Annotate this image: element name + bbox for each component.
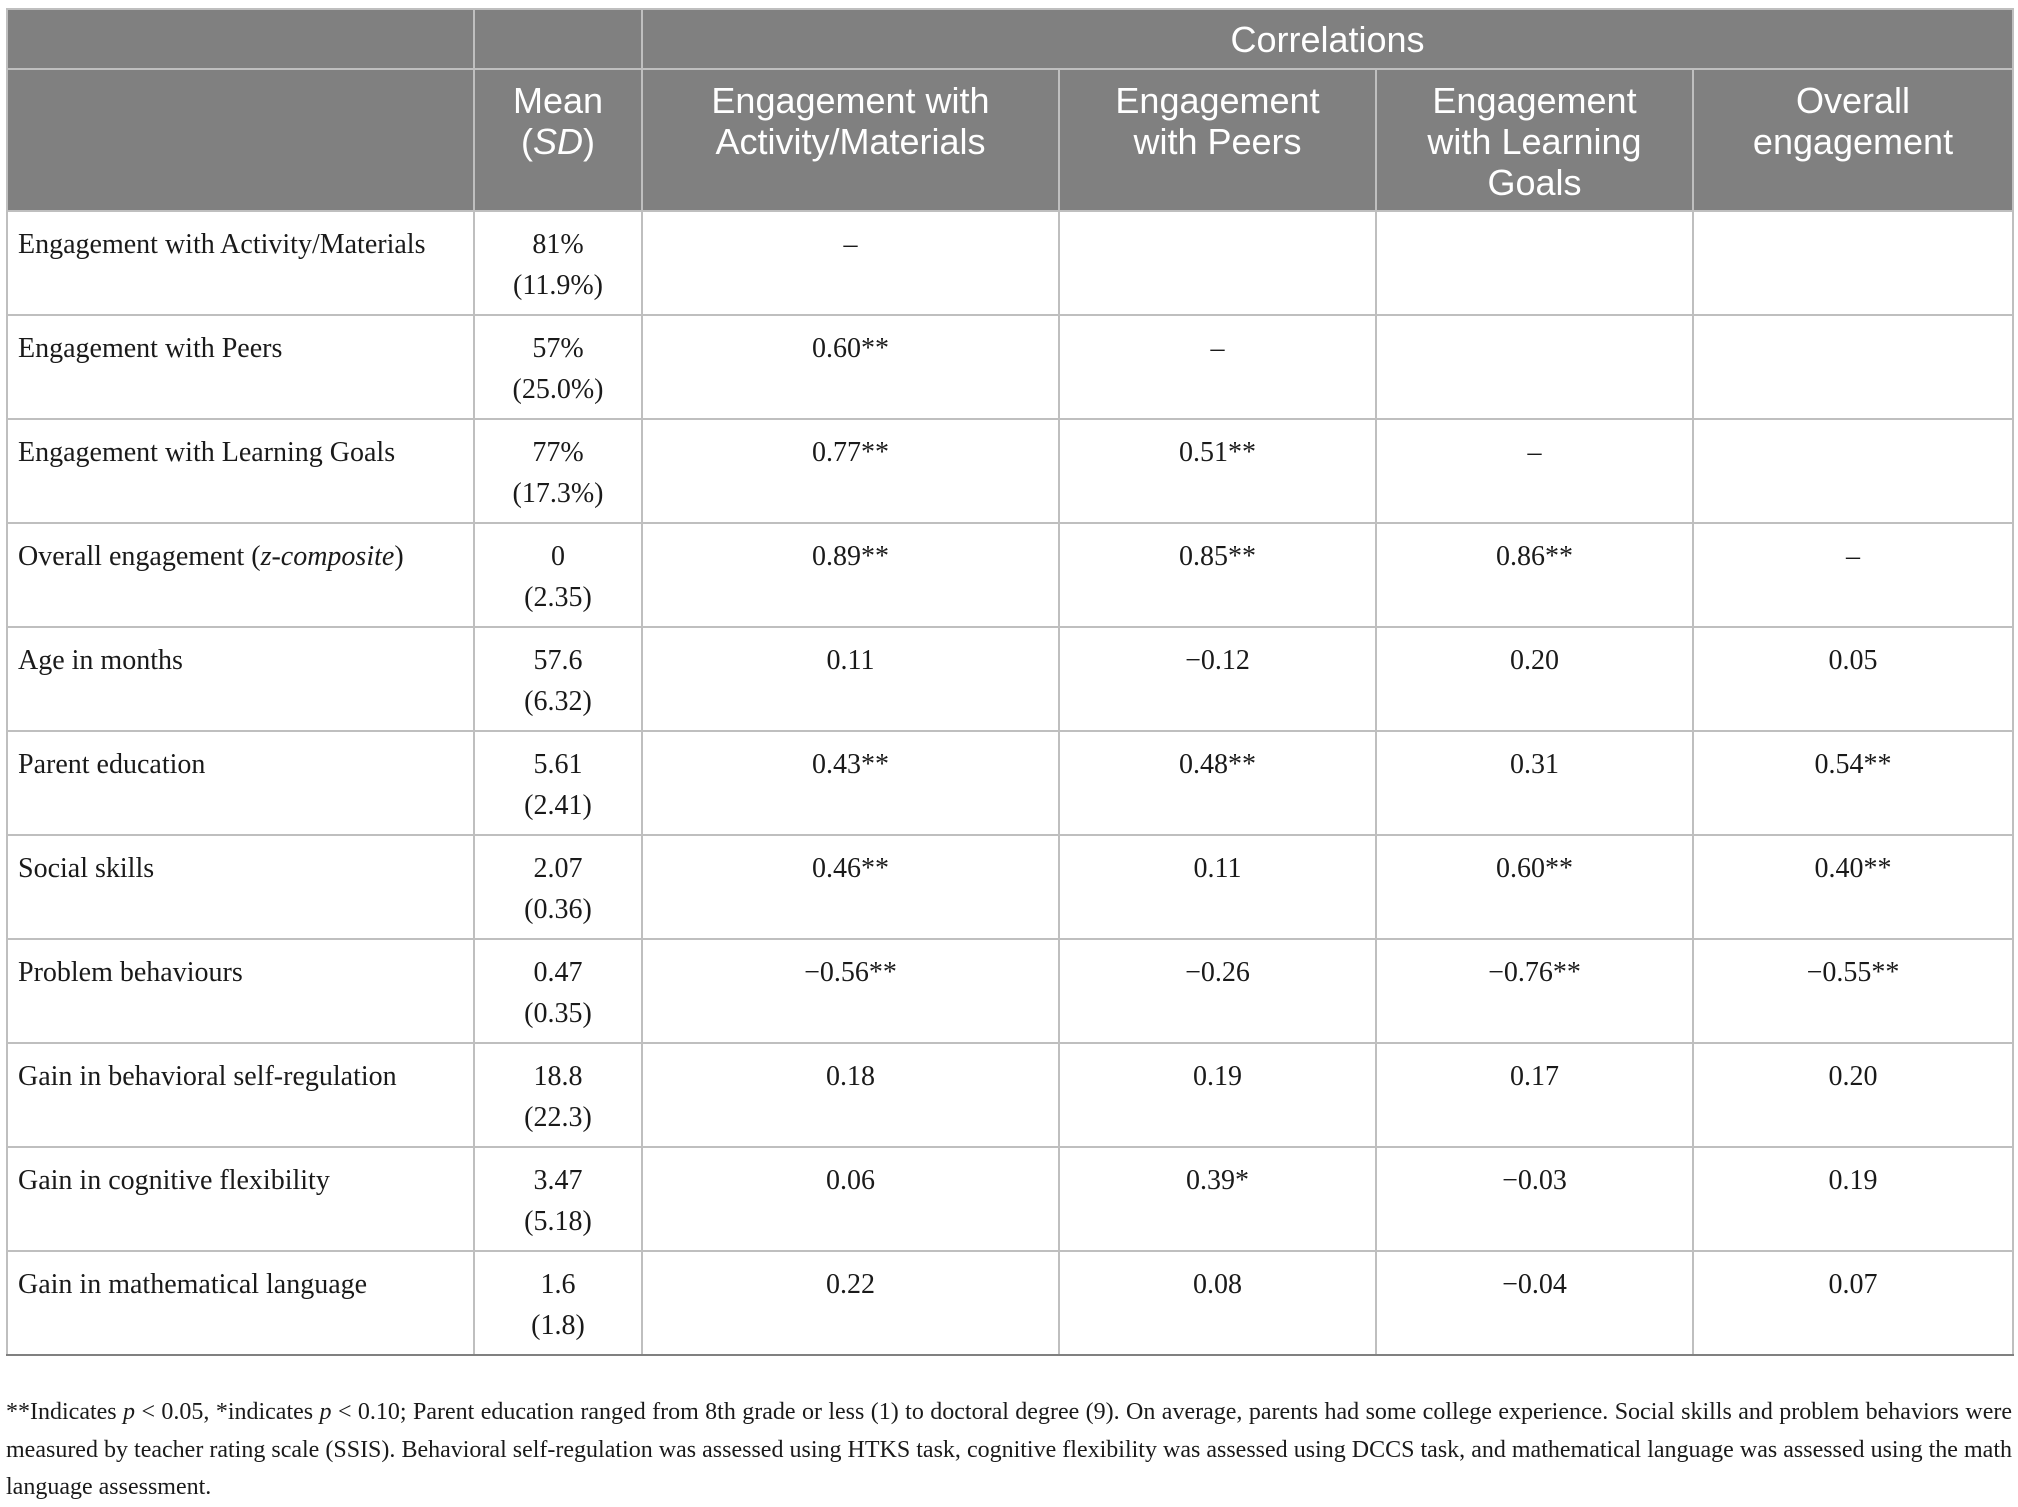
mean-cell: 0.47 (0.35) — [474, 939, 642, 1043]
corr-cell: −0.03 — [1376, 1147, 1693, 1251]
corr-cell: 0.07 — [1693, 1251, 2013, 1355]
corr-cell: 0.43** — [642, 731, 1059, 835]
table-row — [7, 627, 2013, 731]
corr-cell: 0.86** — [1376, 523, 1693, 627]
corr-cell — [1693, 419, 2013, 523]
corr-cell — [1059, 211, 1376, 315]
table-row — [7, 523, 2013, 627]
corr-cell: 0.22 — [642, 1251, 1059, 1355]
table-row — [7, 731, 2013, 835]
corr-cell: −0.12 — [1059, 627, 1376, 731]
row-label: Problem behaviours — [7, 939, 474, 1043]
correlation-table — [6, 8, 2014, 1356]
corr-cell: −0.56** — [642, 939, 1059, 1043]
corr-cell — [1693, 211, 2013, 315]
corr-cell: 0.06 — [642, 1147, 1059, 1251]
corr-cell: – — [1059, 315, 1376, 419]
corr-cell: 0.51** — [1059, 419, 1376, 523]
table-row — [7, 1043, 2013, 1147]
header-empty-cell — [7, 69, 474, 211]
corr-cell: 0.19 — [1693, 1147, 2013, 1251]
corr-cell: 0.46** — [642, 835, 1059, 939]
table-row — [7, 419, 2013, 523]
corr-cell: – — [642, 211, 1059, 315]
mean-cell: 0 (2.35) — [474, 523, 642, 627]
row-label: Overall engagement (z-composite) — [7, 523, 474, 627]
header-column-row — [7, 69, 2013, 211]
mean-cell: 77% (17.3%) — [474, 419, 642, 523]
corr-cell: −0.76** — [1376, 939, 1693, 1043]
mean-cell: 57% (25.0%) — [474, 315, 642, 419]
mean-cell: 81% (11.9%) — [474, 211, 642, 315]
corr-cell — [1376, 315, 1693, 419]
corr-cell: 0.39* — [1059, 1147, 1376, 1251]
table-row — [7, 315, 2013, 419]
corr-cell: – — [1376, 419, 1693, 523]
row-label: Gain in mathematical language — [7, 1251, 474, 1355]
mean-cell: 5.61 (2.41) — [474, 731, 642, 835]
table-row — [7, 1147, 2013, 1251]
corr-cell: 0.18 — [642, 1043, 1059, 1147]
col-header-activity: Engagement with Activity/Materials — [642, 69, 1059, 211]
corr-cell: 0.08 — [1059, 1251, 1376, 1355]
mean-cell: 3.47 (5.18) — [474, 1147, 642, 1251]
table-row — [7, 1251, 2013, 1355]
corr-cell: 0.11 — [642, 627, 1059, 731]
mean-cell: 1.6 (1.8) — [474, 1251, 642, 1355]
corr-cell: −0.26 — [1059, 939, 1376, 1043]
col-header-peers: Engagement with Peers — [1059, 69, 1376, 211]
corr-cell: 0.31 — [1376, 731, 1693, 835]
corr-cell: 0.60** — [1376, 835, 1693, 939]
row-label: Gain in behavioral self-regulation — [7, 1043, 474, 1147]
mean-cell: 2.07 (0.36) — [474, 835, 642, 939]
corr-cell: – — [1693, 523, 2013, 627]
corr-cell: 0.20 — [1693, 1043, 2013, 1147]
table-body — [7, 211, 2013, 1355]
row-label: Engagement with Activity/Materials — [7, 211, 474, 315]
table-row — [7, 939, 2013, 1043]
header-group-row — [7, 9, 2013, 69]
correlations-header: Correlations — [642, 9, 2013, 69]
corr-cell: 0.77** — [642, 419, 1059, 523]
corr-cell: 0.05 — [1693, 627, 2013, 731]
corr-cell: 0.11 — [1059, 835, 1376, 939]
row-label: Engagement with Peers — [7, 315, 474, 419]
corr-cell: 0.85** — [1059, 523, 1376, 627]
row-label: Parent education — [7, 731, 474, 835]
col-header-overall: Overall engagement — [1693, 69, 2013, 211]
header-empty-cell — [7, 9, 474, 69]
row-label: Engagement with Learning Goals — [7, 419, 474, 523]
row-label: Social skills — [7, 835, 474, 939]
corr-cell: 0.48** — [1059, 731, 1376, 835]
corr-cell: 0.19 — [1059, 1043, 1376, 1147]
table-row — [7, 835, 2013, 939]
mean-cell: 57.6 (6.32) — [474, 627, 642, 731]
table-footnote: **Indicates p < 0.05, *indicates p < 0.10; Parent education ranged from 8th grade or less (1) to doctoral degree (9). On average, parents had some college experience. Social skills and problem behaviors were measured by teacher rating scale (SSIS). Behavioral self-regulation was assessed using HTKS task, cognitive flexibility was assessed using DCCS task, and mathematical language was assessed using the math language assessment. — [6, 1399, 2013, 1500]
corr-cell — [1693, 315, 2013, 419]
header-empty-cell — [474, 9, 642, 69]
corr-cell: 0.60** — [642, 315, 1059, 419]
table-row — [7, 211, 2013, 315]
mean-sd-header: Mean (SD) — [474, 69, 642, 211]
mean-cell: 18.8 (22.3) — [474, 1043, 642, 1147]
corr-cell — [1376, 211, 1693, 315]
row-label: Gain in cognitive flexibility — [7, 1147, 474, 1251]
col-header-learning-goals: Engagement with Learning Goals — [1376, 69, 1693, 211]
correlation-table-container — [6, 8, 2012, 1356]
corr-cell: −0.55** — [1693, 939, 2013, 1043]
corr-cell: 0.54** — [1693, 731, 2013, 835]
corr-cell: 0.20 — [1376, 627, 1693, 731]
corr-cell: 0.17 — [1376, 1043, 1693, 1147]
corr-cell: −0.04 — [1376, 1251, 1693, 1355]
corr-cell: 0.89** — [642, 523, 1059, 627]
corr-cell: 0.40** — [1693, 835, 2013, 939]
row-label: Age in months — [7, 627, 474, 731]
